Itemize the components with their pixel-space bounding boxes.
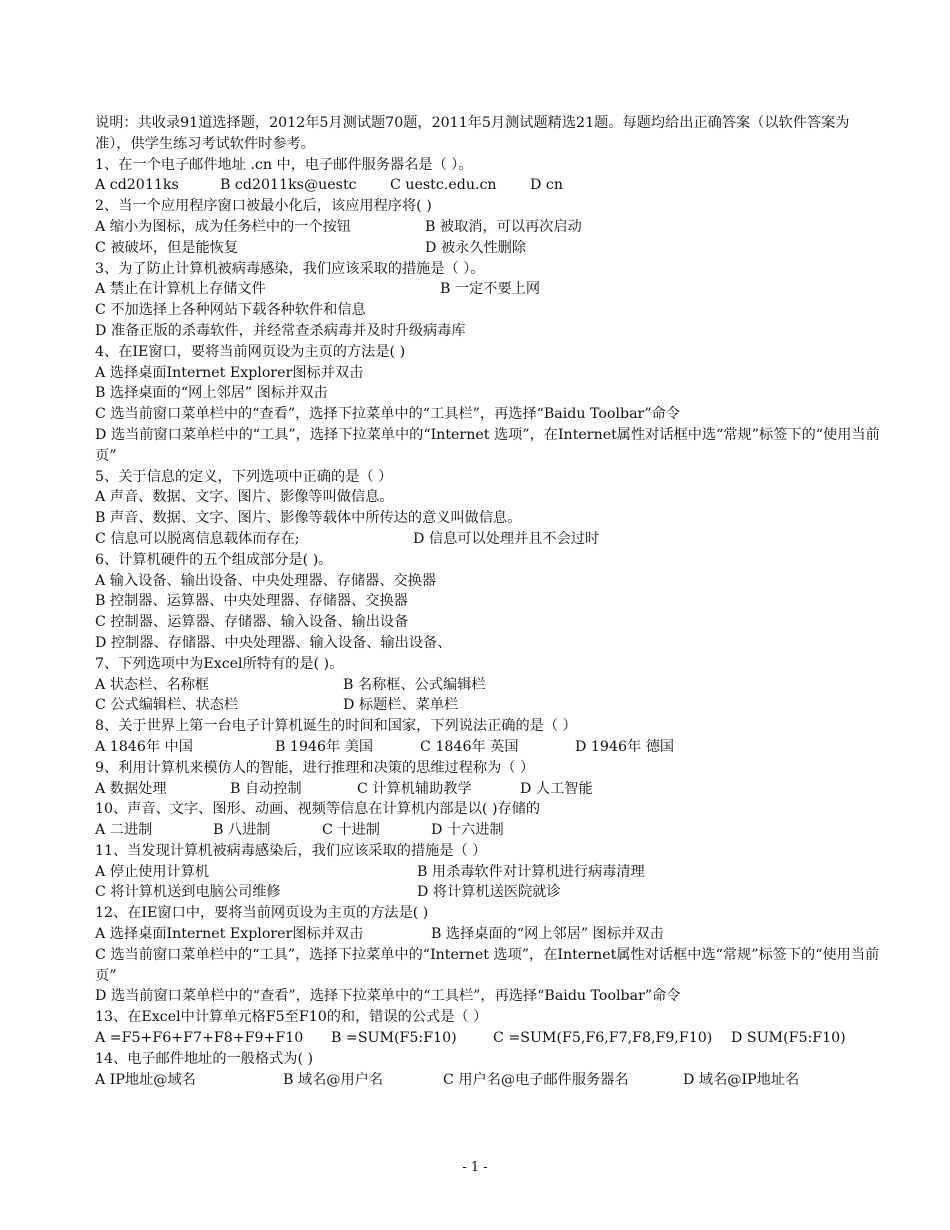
page-number: - 1 - xyxy=(462,1160,488,1175)
option-c: C 用户名@电子邮件服务器名 xyxy=(443,1071,629,1088)
option-d: D SUM(F5:F10) xyxy=(731,1030,846,1047)
options-q14 xyxy=(95,1070,880,1091)
question-12: 12、在IE窗口中，要将当前网页设为主页的方法是( ) xyxy=(95,905,429,922)
options-q11-ab xyxy=(95,862,880,883)
option-b: B 1946年 美国 xyxy=(275,738,374,755)
option-a: A cd2011ks xyxy=(95,177,179,194)
option-d: D 十六进制 xyxy=(431,822,504,839)
option-c: C 十进制 xyxy=(322,822,380,839)
option-a: A 输入设备、输出设备、中央处理器、存储器、交换器 xyxy=(95,572,437,589)
options-q9 xyxy=(95,779,880,800)
option-c: C 信息可以脱离信息载体而存在; xyxy=(95,530,300,547)
question-7: 7、下列选项中为Excel所特有的是( )。 xyxy=(95,655,344,672)
options-q2-cd xyxy=(95,238,880,259)
question-2: 2、当一个应用程序窗口被最小化后，该应用程序将( ) xyxy=(95,198,432,215)
option-a: A 声音、数据、文字、图片、影像等叫做信息。 xyxy=(95,489,394,506)
question-8: 8、关于世界上第一台电子计算机诞生的时间和国家，下列说法正确的是（ ） xyxy=(95,718,577,735)
option-c: C 选当前窗口菜单栏中的“查看”，选择下拉菜单中的“工具栏”，再选择“Baidu Toolbar”命令 xyxy=(95,406,680,423)
option-c: C 选当前窗口菜单栏中的“工具”，选择下拉菜单中的“Internet 选项”，在Internet属性对话框中选“常规”标签下的“使用当前页” xyxy=(95,946,880,984)
exam-content xyxy=(95,113,880,1090)
options-q13 xyxy=(95,1028,880,1049)
option-c: C 不加选择上各种网站下载各种软件和信息 xyxy=(95,302,366,319)
option-b: B 声音、数据、文字、图片、影像等载体中所传达的意义叫做信息。 xyxy=(95,510,522,527)
option-c: C =SUM(F5,F6,F7,F8,F9,F10) xyxy=(493,1030,713,1047)
option-b: B 一定不要上网 xyxy=(440,281,541,298)
option-b: B 被取消，可以再次启动 xyxy=(425,218,582,235)
question-10: 10、声音、文字、图形、动画、视频等信息在计算机内部是以( )存储的 xyxy=(95,801,541,818)
option-d: D cn xyxy=(530,177,563,194)
option-b: B 名称框、公式编辑栏 xyxy=(343,676,486,693)
options-q11-cd xyxy=(95,882,880,903)
option-b: B 自动控制 xyxy=(230,780,302,797)
option-a: A 选择桌面Internet Explorer图标并双击 xyxy=(95,364,364,381)
options-q5-cd xyxy=(95,529,880,550)
intro-text: 说明：共收录91道选择题，2012年5月测试题70题，2011年5月测试题精选21题。每题均给出正确答案（以软件答案为准），供学生练习考试软件时参考。 xyxy=(95,115,850,152)
question-5: 5、关于信息的定义，下列选项中正确的是（ ） xyxy=(95,468,393,485)
option-d: D 人工智能 xyxy=(520,780,593,797)
options-q1 xyxy=(95,175,880,196)
option-b: B 控制器、运算器、中央处理器、存储器、交换器 xyxy=(95,593,408,610)
option-a: A 停止使用计算机 xyxy=(95,863,210,880)
option-a: A IP地址@域名 xyxy=(95,1071,196,1088)
option-a: A 状态栏、名称框 xyxy=(95,676,210,693)
question-13: 13、在Excel中计算单元格F5至F10的和，错误的公式是（ ） xyxy=(95,1009,488,1026)
option-c: C 计算机辅助教学 xyxy=(357,780,472,797)
option-b: B 选择桌面的“网上邻居” 图标并双击 xyxy=(431,926,664,943)
option-d: D 选当前窗口菜单栏中的“查看”，选择下拉菜单中的“工具栏”，再选择“Baidu Toolbar”命令 xyxy=(95,988,681,1005)
options-q8 xyxy=(95,737,880,758)
option-b: B cd2011ks@uestc xyxy=(220,177,357,194)
options-q2-ab xyxy=(95,217,880,238)
option-a: A 1846年 中国 xyxy=(95,738,193,755)
question-14: 14、电子邮件地址的一般格式为( ) xyxy=(95,1050,314,1067)
option-b: B 选择桌面的“网上邻居” 图标并双击 xyxy=(95,385,328,402)
option-c: C 1846年 英国 xyxy=(420,738,519,755)
option-a: A 二进制 xyxy=(95,822,153,839)
options-q7-cd xyxy=(95,695,880,716)
option-a: A =F5+F6+F7+F8+F9+F10 xyxy=(95,1030,304,1047)
option-d: D 域名@IP地址名 xyxy=(683,1071,800,1088)
option-d: D 准备正版的杀毒软件，并经常查杀病毒并及时升级病毒库 xyxy=(95,322,466,339)
option-c: C 被破坏，但是能恢复 xyxy=(95,239,239,256)
option-d: D 将计算机送医院就诊 xyxy=(417,884,561,901)
option-b: B =SUM(F5:F10) xyxy=(331,1030,457,1047)
option-d: D 1946年 德国 xyxy=(575,738,675,755)
options-q3-ab xyxy=(95,279,880,300)
option-a: A 缩小为图标，成为任务栏中的一个按钮 xyxy=(95,218,351,235)
option-b: B 八进制 xyxy=(213,822,271,839)
option-d: D 被永久性删除 xyxy=(425,239,527,256)
question-6: 6、计算机硬件的五个组成部分是( )。 xyxy=(95,551,333,568)
option-c: C 控制器、运算器、存储器、输入设备、输出设备 xyxy=(95,614,409,631)
question-4: 4、在IE窗口，要将当前网页设为主页的方法是( ) xyxy=(95,343,406,360)
option-b: B 用杀毒软件对计算机进行病毒清理 xyxy=(417,863,645,880)
option-b: B 域名@用户名 xyxy=(283,1071,384,1088)
option-c: C uestc.edu.cn xyxy=(390,177,497,194)
question-3: 3、为了防止计算机被病毒感染，我们应该采取的措施是（ ）。 xyxy=(95,260,485,277)
options-q7-ab xyxy=(95,675,880,696)
question-11: 11、当发现计算机被病毒感染后，我们应该采取的措施是（ ） xyxy=(95,842,487,859)
option-d: D 选当前窗口菜单栏中的“工具”，选择下拉菜单中的“Internet 选项”，在Internet属性对话框中选“常规”标签下的“使用当前页” xyxy=(95,426,880,464)
question-1: 1、在一个电子邮件地址 .cn 中，电子邮件服务器名是（ ）。 xyxy=(95,156,473,173)
option-d: D 控制器、存储器、中央处理器、输入设备、输出设备、 xyxy=(95,634,452,651)
option-c: C 公式编辑栏、状态栏 xyxy=(95,697,239,714)
option-d: D 标题栏、菜单栏 xyxy=(343,697,459,714)
options-q10 xyxy=(95,820,880,841)
option-a: A 数据处理 xyxy=(95,780,167,797)
option-a: A 禁止在计算机上存储文件 xyxy=(95,281,266,298)
option-c: C 将计算机送到电脑公司维修 xyxy=(95,884,281,901)
option-d: D 信息可以处理并且不会过时 xyxy=(413,530,600,547)
question-9: 9、利用计算机来模仿人的智能，进行推理和决策的思维过程称为（ ） xyxy=(95,759,535,776)
option-a: A 选择桌面Internet Explorer图标并双击 xyxy=(95,926,364,943)
options-q12-ab xyxy=(95,924,880,945)
